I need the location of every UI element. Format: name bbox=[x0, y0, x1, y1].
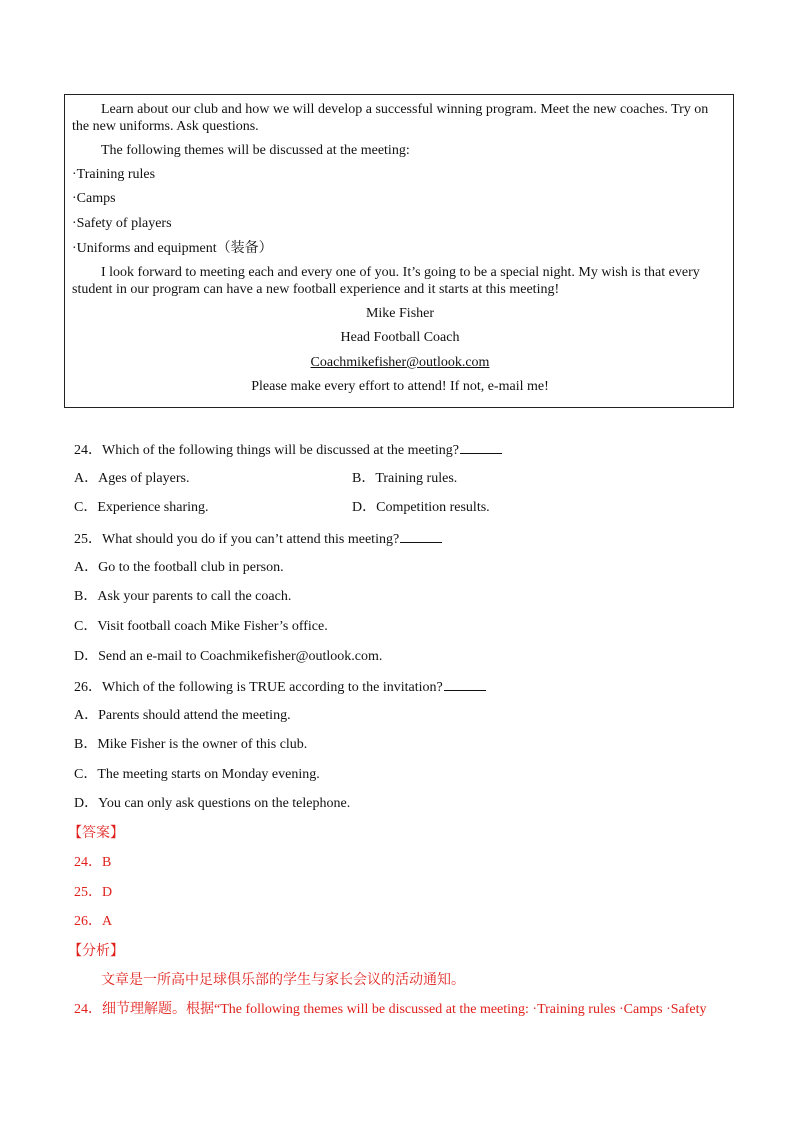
closing-note: Please make every effort to attend! If not, e-mail me! bbox=[251, 379, 549, 394]
option-25-a: A．Go to the football club in person. bbox=[74, 560, 284, 575]
option-25-b: B．Ask your parents to call the coach. bbox=[74, 589, 292, 604]
answer-item: 26．A bbox=[74, 914, 113, 929]
option-24-d: D．Competition results. bbox=[352, 500, 490, 515]
option-26-b: B．Mike Fisher is the owner of this club. bbox=[74, 737, 308, 752]
question-26-stem: 26．Which of the following is TRUE according to the invitation? bbox=[74, 680, 443, 695]
answer-item: 25．D bbox=[74, 885, 113, 900]
analysis-summary: 文章是一所高中足球俱乐部的学生与家长会议的活动通知。 bbox=[101, 973, 465, 988]
answer-blank bbox=[444, 677, 486, 691]
question-24 bbox=[74, 440, 502, 460]
option-24-c: C．Experience sharing. bbox=[74, 500, 209, 515]
signature-email-link[interactable]: Coachmikefisher@outlook.com bbox=[310, 355, 490, 370]
option-24-b: B．Training rules. bbox=[352, 471, 458, 486]
answer-item: 24．B bbox=[74, 855, 112, 870]
signature-name: Mike Fisher bbox=[365, 306, 435, 321]
themes-intro: The following themes will be discussed at the meeting: bbox=[101, 143, 410, 158]
option-26-d: D．You can only ask questions on the telephone. bbox=[74, 796, 351, 811]
option-25-c: C．Visit football coach Mike Fisher’s office. bbox=[74, 619, 328, 634]
answer-blank bbox=[460, 440, 502, 454]
notice-para3-line1: I look forward to meeting each and every one of you. It’s going to be a special night. My wish is that every bbox=[101, 265, 700, 280]
theme-item: ·Safety of players bbox=[72, 216, 172, 231]
analysis-q24: 24．细节理解题。根据“The following themes will be discussed at the meeting: ·Training rules ·Camps ·Safety bbox=[74, 1002, 707, 1017]
option-24-a: A．Ages of players. bbox=[74, 471, 190, 486]
question-26 bbox=[74, 677, 486, 697]
question-25 bbox=[74, 529, 442, 549]
analysis-heading: 【分析】 bbox=[68, 944, 124, 959]
option-25-d: D．Send an e-mail to Coachmikefisher@outlook.com. bbox=[74, 649, 383, 664]
notice-para3-line2: student in our program can have a new football experience and it starts at this meeting! bbox=[72, 282, 560, 297]
question-25-stem: 25．What should you do if you can’t attend this meeting? bbox=[74, 532, 400, 547]
option-26-c: C．The meeting starts on Monday evening. bbox=[74, 767, 320, 782]
option-26-a: A．Parents should attend the meeting. bbox=[74, 708, 291, 723]
question-24-stem: 24．Which of the following things will be discussed at the meeting? bbox=[74, 443, 459, 458]
theme-item: ·Camps bbox=[72, 191, 116, 206]
notice-para1-line1: Learn about our club and how we will develop a successful winning program. Meet the new coaches. Try on bbox=[101, 102, 709, 117]
theme-item: ·Training rules bbox=[72, 167, 156, 182]
signature-title: Head Football Coach bbox=[340, 330, 460, 345]
answer-blank bbox=[400, 529, 442, 543]
answer-heading: 【答案】 bbox=[68, 826, 124, 841]
theme-item: ·Uniforms and equipment（装备） bbox=[72, 241, 273, 256]
notice-para1-line2: the new uniforms. Ask questions. bbox=[72, 119, 259, 134]
